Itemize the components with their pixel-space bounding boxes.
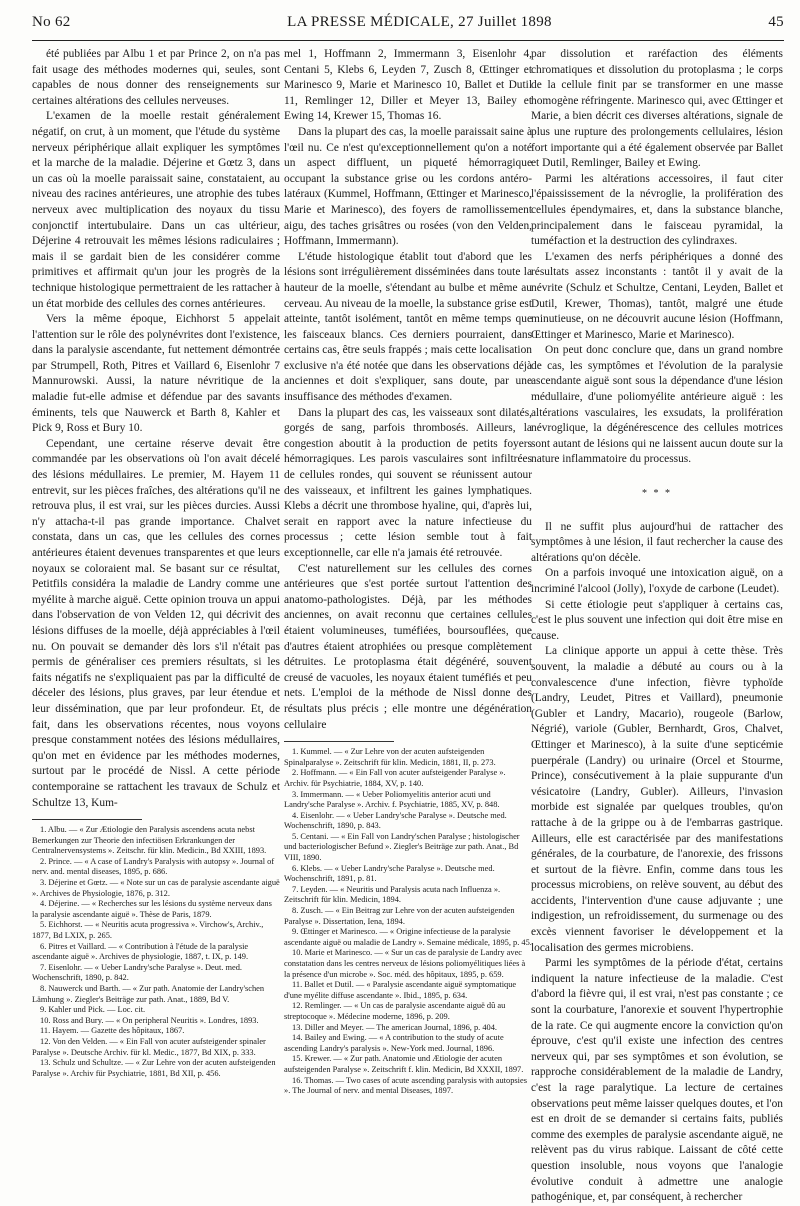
footnote: 4. Déjerine. — « Recherches sur les lésions du système nerveux dans la paralysie ascendante aiguë ». Thèse de Paris, 1879. — [32, 899, 272, 919]
footnote: 2. Prince. — « A case of Landry's Paralysis with autopsy ». Journal of nerv. and. mental diseases, 1895, p. 686. — [32, 856, 275, 877]
footnote: 15. Krewer. — « Zur path. Anatomie und Ætiologie der acuten aufsteigenden Paralyse ». Zeitschrift f. klin. Medicin, Bd XXXII, 1897. — [284, 1054, 524, 1074]
footnote: 8. Zusch. — « Ein Beitrag zur Lehre von der acuten aufsteigenden Paralyse ». Dissertation, Iena, 1894. — [284, 906, 515, 926]
footnote: 1. Kummel. — « Zur Lehre von der acuten aufsteigenden Spinalparalyse ». Zeitschrift für klin. Medicin, 1881, II, p. 273. — [284, 747, 496, 767]
paragraph: Dans la plupart des cas, les vaisseaux sont dilatés, gorgés de sang, parfois thrombosés. Ailleurs, la congestion aboutit à la production de petits foyers hémorragiques. Les parois vasculaires sont infiltrées de cellules rondes, qui souvent se réunissent autour des vaisseaux, et infiltrent les gaines lymphatiques. Klebs a décrit une thrombose hyaline, qui, d'après lui, serait en rapport avec la nature infectieuse du processus ; cette lésion semble tout à fait exceptionnelle, car elle n'a jamais été retrouvée. — [284, 406, 532, 559]
paragraph: été publiées par Albu 1 et par Prince 2, on n'a pas fait usage des méthodes modernes qui, seules, sont capables de nous donner des renseignements sur certaines altérations des cellules nerveuses. — [32, 48, 280, 107]
paragraph: L'examen de la moelle restait généralement négatif, on crut, à un moment, que l'étude du système nerveux périphérique allait expliquer les symptômes et la marche de la maladie. Déjerine et Gœtz 3, dans un cas où la moelle paraissait saine, constataient, au niveau des racines antérieures, une atrophie des tubes nerveux avec multiplication des noyaux du tissu conjonctif intertubulaire. Dans un cas ultérieur, Déjerine 4 retrouvait les mêmes lésions radiculaires ; mais il se gardait bien de les considérer comme primitives et affirmait qu'un jour les progrès de la technique histologique permettraient de les rattacher à un état morbide des cellules des cornes antérieures. — [32, 110, 280, 310]
footnote: 7. Eisenlohr. — « Ueber Landry'sche Paralyse ». Deut. med. Wochenschrift, 1890, p. 842. — [32, 962, 242, 983]
footnote: 3. Immermann. — « Ueber Poliomyelitis anterior acuti und Landry'sche Paralyse ». Archiv. f. Psychiatrie, 1885, XV, p. 848. — [284, 789, 500, 810]
footnote: 13. Diller and Meyer. — The american Journal, 1896, p. 404. — [292, 1022, 497, 1032]
paragraph: Dans la plupart des cas, la moelle paraissait saine à l'œil nu. Ce n'est qu'exceptionnellement qu'on a noté un aspect diffluent, un piqueté hémorragique occupant la substance grise ou les cordons antéro-latéraux (Kummel, Hoffmann, Œttinger et Marinesco, Marie et Marinesco), des foyers de ramollissement aigu, des taches grisâtres ou rosées (von den Velden, Hoffmann, Immermann). — [284, 125, 532, 248]
journal-title-date: LA PRESSE MÉDICALE, 27 Juillet 1898 — [287, 14, 552, 30]
footnote: 4. Eisenlohr. — « Ueber Landry'sche Paralyse ». Deutsche med. Wochenschrift, 1890, p. 843. — [284, 810, 507, 831]
footnotes — [32, 825, 280, 1079]
paragraph: Parmi les altérations accessoires, il faut citer l'épaississement de la névroglie, la prolifération des cellules épendymaires, et, dans la substance blanche, principalement dans le faisceau pyramidal, la tuméfaction et la destruction des cylindraxes. — [531, 172, 783, 248]
paragraph: mel 1, Hoffmann 2, Immermann 3, Eisenlohr 4, Centani 5, Klebs 6, Leyden 7, Zusch 8, Œttinger et Marinesco 9, Marie et Marinesco 10, Ballet et Dutil 11, Remlinger 12, Diller et Meyer 13, Bailey et Ewing 14, Krewer 15, Thomas 16. — [284, 48, 532, 123]
paragraph: par dissolution et raréfaction des éléments chromatiques et dissolution du protoplasma ; le corps de la cellule finit par se transformer en une masse homogène réfringente. Marinesco qui, avec Œttinger et Marie, a bien décrit ces diverses altérations, signale de plus une rupture des prolongements cellulaires, lésion fort importante qui a été également observée par Ballet et Dutil, Remlinger, Bailey et Ewing. — [531, 48, 783, 170]
footnote: 16. Thomas. — Two cases of acute ascending paralysis with autopsies ». The Journal of nerv. and mental Diseases, 1897. — [284, 1075, 527, 1096]
footnote: 14. Bailey and Ewing. — « A contribution to the study of acute ascending Landry's paralysis ». New-York med. Journal, 1896. — [284, 1033, 504, 1053]
footnote: 9. Kahler und Pick. — Loc. cit. — [40, 1005, 146, 1015]
footnote: 9. Œttinger et Marinesco. — « Origine infectieuse de la paralysie ascendante aiguë ou maladie de Landry ». Semaine médicale, 1895, p. 45. — [284, 927, 532, 947]
footnote-separator — [284, 741, 394, 742]
footnote: 12. Remlinger. — « Un cas de paralysie ascendante aiguë dû au streptocoque ». Médecine moderne, 1896, p. 209. — [284, 1001, 506, 1021]
paragraph: L'étude histologique établit tout d'abord que les lésions sont irrégulièrement disséminées dans toute la hauteur de la moelle, s'étendant au bulbe et même au cerveau. Au niveau de la moelle, la substance grise est atteinte, tantôt isolément, tantôt en même temps que les faisceaux blancs. Ces derniers pourraient, dans certains cas, être seuls frappés ; mais cette localisation exclusive n'a été notée que dans les observations déjà anciennes et doit s'expliquer, sans doute, par une insuffisance des méthodes d'examen. — [284, 250, 532, 404]
paragraph: Vers la même époque, Eichhorst 5 appelait l'attention sur le rôle des polynévrites dont l'existence, dans la paralysie ascendante, fut nettement démontrée par Strumpell, Roth, Pitres et Vaillard 6, Eisenlohr 7 Mannurowski. Aussi, la nature névritique de la maladie fut-elle admise et défendue par des savants éminents, tels que Nauwerck et Barth 8, Kahler et Pick 9, Ross et Bury 10. — [32, 313, 280, 435]
footnote: 6. Klebs. — « Ueber Landry'sche Paralyse ». Deutsche med. Wochenschrift, 1891, p. 81. — [284, 863, 495, 884]
column-1 — [32, 47, 280, 1139]
footnote: 12. Von den Velden. — « Ein Fall von acuter aufsteigender spinaler Paralyse ». Deutsche Archiv. für kl. Medic., 1877, Bd XIX, p. 333. — [32, 1036, 266, 1057]
paragraph: C'est naturellement sur les cellules des cornes antérieures que s'est portée surtout l'attention des anatomo-pathologistes. Déjà, par les méthodes anciennes, on avait reconnu que certaines cellules étaient volumineuses, tuméfiées, boursouflées, que d'autres étaient atrophiées ou presque complètement détruites. Le protoplasma était dégénéré, souvent creusé de vacuoles, les noyaux étaient tuméfiés et peu nets. L'emploi de la méthode de Nissl donne des résultats plus précis ; elle montre une dégénération cellulaire — [284, 562, 532, 731]
footnote: 5. Centani. — « Ein Fall von Landry'schen Paralyse ; histologischer und bacteriologischer Befund ». Ziegler's Beiträge zur path. Anat., Bd VIII, 1890. — [284, 831, 520, 863]
column-3 — [531, 47, 783, 1204]
footnote: 11. Ballet et Dutil. — « Paralysie ascendante aiguë symptomatique d'une myélite diffuse ascendante ». Ibid., 1895, p. 634. — [284, 980, 517, 1000]
header-rule — [32, 40, 784, 41]
page-number: 45 — [768, 14, 784, 30]
paragraph: Il ne suffit plus aujourd'hui de rattacher des symptômes à une lésion, il faut rechercher la cause des altérations qu'on décèle. — [531, 520, 783, 564]
paragraph: La clinique apporte un appui à cette thèse. Très souvent, la maladie a débuté au cours ou à la convalescence d'une infection, fièvre typhoïde (Landry, Leudet, Pitres et Vaillard), pneumonie (Gubler et Landry, Macario), rougeole (Barlow, Négrié), variole (Gubler, Bernhardt, Gros, Chalvet, Œttinger et Marinesco), à la suite d'une septicémie puerpérale (Landry) ou urinaire (Orcel et Stourme, Prince), consécutivement à la plaie suppurante d'un vésicatoire (Landry, Gubler). Ailleurs, l'invasion morbide est signalée par quelques troubles, qu'on rattache à de la grippe ou à de l'embarras gastrique. Ailleurs, elle est caractérisée par des manifestations générales, de la courbature, de l'anorexie, des frissons et surtout de la fièvre. Enfin, comme dans tous les processus microbiens, on relève souvent, au début des accidents, l'intervention d'une cause adjuvante ; une indigestion, un refroidissement, du surmenage ou des excès viennent favoriser le développement et la localisation des germes microbiens. — [531, 645, 783, 954]
column-2 — [284, 47, 532, 1139]
page-header — [32, 14, 784, 36]
paragraph: On peut donc conclure que, dans un grand nombre de cas, les symptômes et l'évolution de la paralysie ascendante aiguë sont sous la dépendance d'une lésion médullaire, d'une poliomyélite antérieure aiguë : les altérations vasculaires, les exsudats, la prolifération névroglique, la dégénérescence des cellules motrices sont autant de lésions qui ne laissent aucun doute sur la nature inflammatoire du processus. — [531, 344, 783, 466]
paragraph: Parmi les symptômes de la période d'état, certains indiquent la nature infectieuse de la maladie. C'est d'abord la fièvre qui, il est vrai, n'est pas constante ; ce sont la courbature, l'anorexie et souvent l'hypertrophie de la rate. Ce qui augmente encore la conviction qu'on éprouve, c'est qu'il existe une infection des centres nerveux qui, par ses symptômes et son évolution, se rapproche considérablement de la maladie de Landry, c'est la rage paralytique. La lecture de certaines observations peut même laisser quelques doutes, et l'on est en droit de se demander si certains faits, publiés comme des exemples de paralysie ascendante aiguë, ne relèvent pas du virus rabique. Laissant de côté cette question insoluble, nous voyons que l'analogie évolutive conduit à admettre une analogie pathogénique, et, par conséquent, à rechercher — [531, 957, 783, 1204]
footnote: 3. Déjerine et Gœtz. — « Note sur un cas de paralysie ascendante aiguë ». Archives de Physiologie, 1876, p. 312. — [32, 878, 280, 898]
footnotes — [284, 747, 532, 1097]
footnote: 8. Nauwerck und Barth. — « Zur path. Anatomie der Landry'schen Lämhung ». Ziegler's Beiträge zur path. Anat., 1889, Bd V. — [32, 984, 265, 1004]
paragraph: On a parfois invoqué une intoxication aiguë, on a incriminé l'alcool (Jolly), l'oxyde de carbone (Leudet). — [531, 567, 783, 595]
footnote: 2. Hoffmann. — « Ein Fall von acuter aufsteigender Paralyse ». Archiv. für Psychiatrie, 1884, XV, p. 140. — [284, 768, 506, 788]
paragraph: Cependant, une certaine réserve devait être commandée par les observations où l'on avait décelé des lésions médullaires. Le premier, M. Hayem 11 entrevit, sur les pièces fraîches, des altérations qu'il ne retrouva plus, il est vrai, sur les pièces durcies. Aussi n'y attacha-t-il pas grande importance. Chalvet constata, dans un cas, que les cellules des cornes antérieures étaient devenues transparentes et que leurs noyaux se coloraient mal. Se basant sur ce résultat, Petitfils considéra la maladie de Landry comme une myélite à marche aiguë. Cette opinion trouva un appui dans l'observation de von Velden 12, qui décrivit des lésions diffuses de la moelle, déjà appréciables à l'œil nu. On pouvait se demander dès lors s'il n'était pas permis de généraliser ces premiers résultats, si les faits négatifs ne s'expliquaient pas par la difficulté de déceler des lésions, plus graves, par leur étendue et leur dissémination, que par leur profondeur. Et, de fait, dans les observations récentes, nous voyons presque constamment notées des lésions médullaires, qu'on met en évidence par les méthodes modernes, surtout par le procédé de Nissl. A cette période contemporaine se rattachent les travaux de Schulz et Schultze 13, Kum- — [32, 437, 280, 809]
footnote: 1. Albu. — « Zur Ætiologie den Paralysis ascendens acuta nebst Bemerkungen zur Theorie den infectiösen Erkrankungen der Centralnervensystems ». Zeitschr. für klin. Medicin., Bd XXIII, 1893. — [32, 825, 267, 856]
issue-number: No 62 — [32, 14, 71, 30]
footnote-separator — [32, 819, 142, 820]
section-break-asterisks: * * * — [642, 488, 672, 500]
footnote: 10. Ross and Bury. — « On peripheral Neuritis ». Londres, 1893. — [40, 1015, 259, 1025]
footnote: 5. Eichhorst. — « Neuritis acuta progressiva ». Virchow's, Archiv., 1877, Bd LXIX, p. 265. — [32, 920, 264, 941]
footnote: 7. Leyden. — « Neuritis und Paralysis acuta nach Influenza ». Zeitschrift für klin. Medicin, 1894. — [284, 884, 501, 905]
paragraph: L'examen des nerfs périphériques a donné des résultats assez inconstants : tantôt il y avait de la névrite (Schulz et Schultze, Centani, Leyden, Ballet et Dutil, Krewer, Thomas), tantôt, malgré une étude minutieuse, on ne découvrit aucune lésion (Hoffmann, Œttinger et Marinesco, Marie et Marinesco). — [531, 250, 783, 341]
footnote: 6. Pitres et Vaillard. — « Contribution à l'étude de la paralysie ascendante aiguë ». Archives de physiologie, 1887, t. IX, p. 149. — [32, 941, 249, 962]
footnote: 13. Schulz und Schultze. — « Zur Lehre von der acuten aufsteigenden Paralyse ». Archiv für Psychiatrie, 1881, Bd XII, p. 456. — [32, 1058, 276, 1078]
paragraph: Si cette étiologie peut s'appliquer à certains cas, c'est le plus souvent une infection qui doit être mise en cause. — [531, 598, 783, 642]
footnote: 10. Marie et Marinesco. — « Sur un cas de paralysie de Landry avec constatation dans les centres nerveux de lésions poliomyélitiques liées à la présence d'un microbe ». Soc. méd. des hôpitaux, 1895, p. 659. — [284, 948, 526, 979]
footnote: 11. Hayem. — Gazette des hôpitaux, 1867. — [40, 1026, 185, 1036]
